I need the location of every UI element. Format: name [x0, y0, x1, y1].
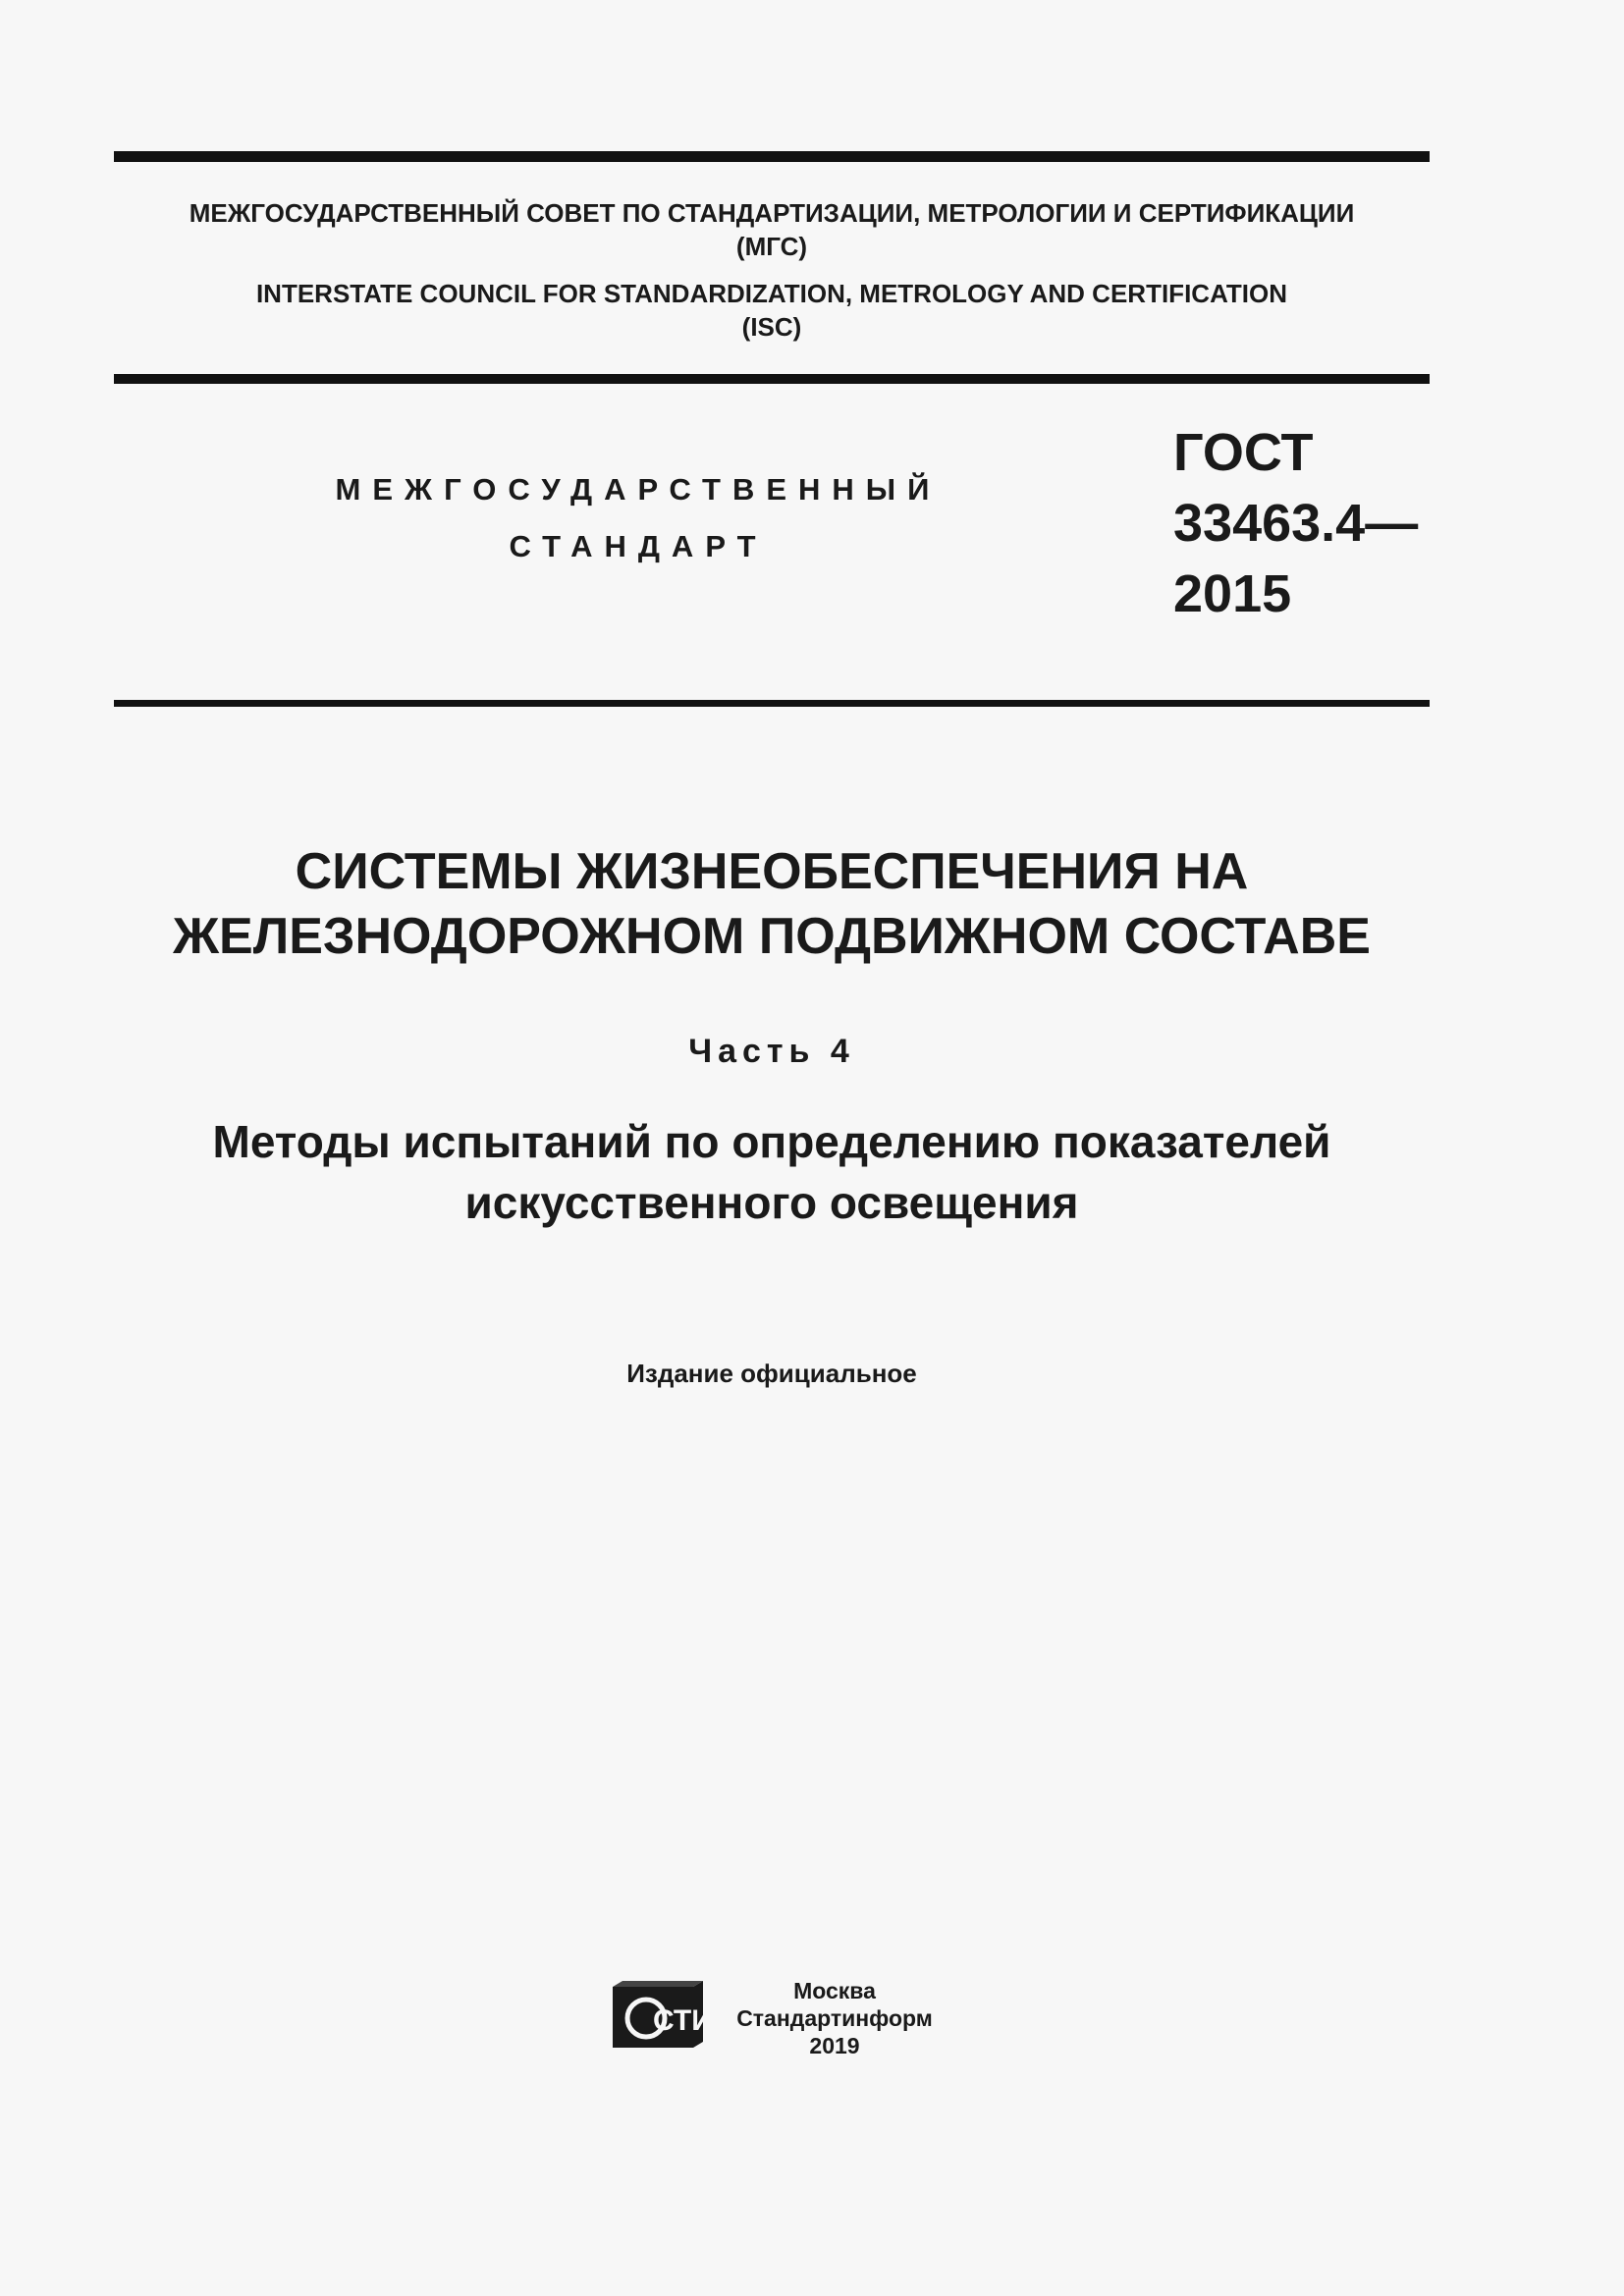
subtitle-line2: искусственного освещения: [464, 1177, 1079, 1228]
publisher-block: [717, 1977, 952, 2059]
standard-kind-line2: СТАНДАРТ: [509, 529, 768, 563]
document-subtitle: [114, 1111, 1430, 1233]
logo-text: СТИ: [653, 2004, 713, 2037]
council-abbr-ru: (МГС): [735, 232, 808, 261]
edition-label: Издание официальное: [626, 1359, 917, 1388]
council-name-ru: МЕЖГОСУДАРСТВЕННЫЙ СОВЕТ ПО СТАНДАРТИЗАЦИИ, МЕТРОЛОГИИ И СЕРТИФИКАЦИИ: [189, 198, 1355, 228]
title-line2: ЖЕЛЕЗНОДОРОЖНОМ ПОДВИЖНОМ СОСТАВЕ: [173, 908, 1371, 965]
standard-kind-line1: МЕЖГОСУДАРСТВЕННЫЙ: [335, 472, 942, 507]
standartinform-logo-icon: [611, 1981, 713, 2052]
gost-year: 2015: [1173, 564, 1292, 623]
document-title: [114, 839, 1430, 969]
standard-kind: [295, 461, 982, 575]
publisher-city: Москва: [793, 1978, 876, 2003]
header-bottom-rule: [114, 374, 1430, 384]
title-line1: СИСТЕМЫ ЖИЗНЕОБЕСПЕЧЕНИЯ НА: [295, 843, 1249, 900]
gost-label: ГОСТ: [1173, 423, 1314, 482]
part-number: Часть 4: [688, 1033, 855, 1070]
top-rule: [114, 151, 1430, 162]
designation-bottom-rule: [114, 700, 1430, 707]
gost-designation: [1173, 417, 1418, 629]
council-abbr-en: (ISC): [741, 312, 802, 342]
council-name-en: INTERSTATE COUNCIL FOR STANDARDIZATION, METROLOGY AND CERTIFICATION: [255, 279, 1288, 308]
publisher-name: Стандартинформ: [736, 2005, 933, 2031]
publisher-year: 2019: [809, 2033, 860, 2058]
gost-number: 33463.4—: [1173, 494, 1419, 553]
subtitle-line1: Методы испытаний по определению показателей: [212, 1116, 1331, 1167]
council-header: [114, 196, 1430, 344]
